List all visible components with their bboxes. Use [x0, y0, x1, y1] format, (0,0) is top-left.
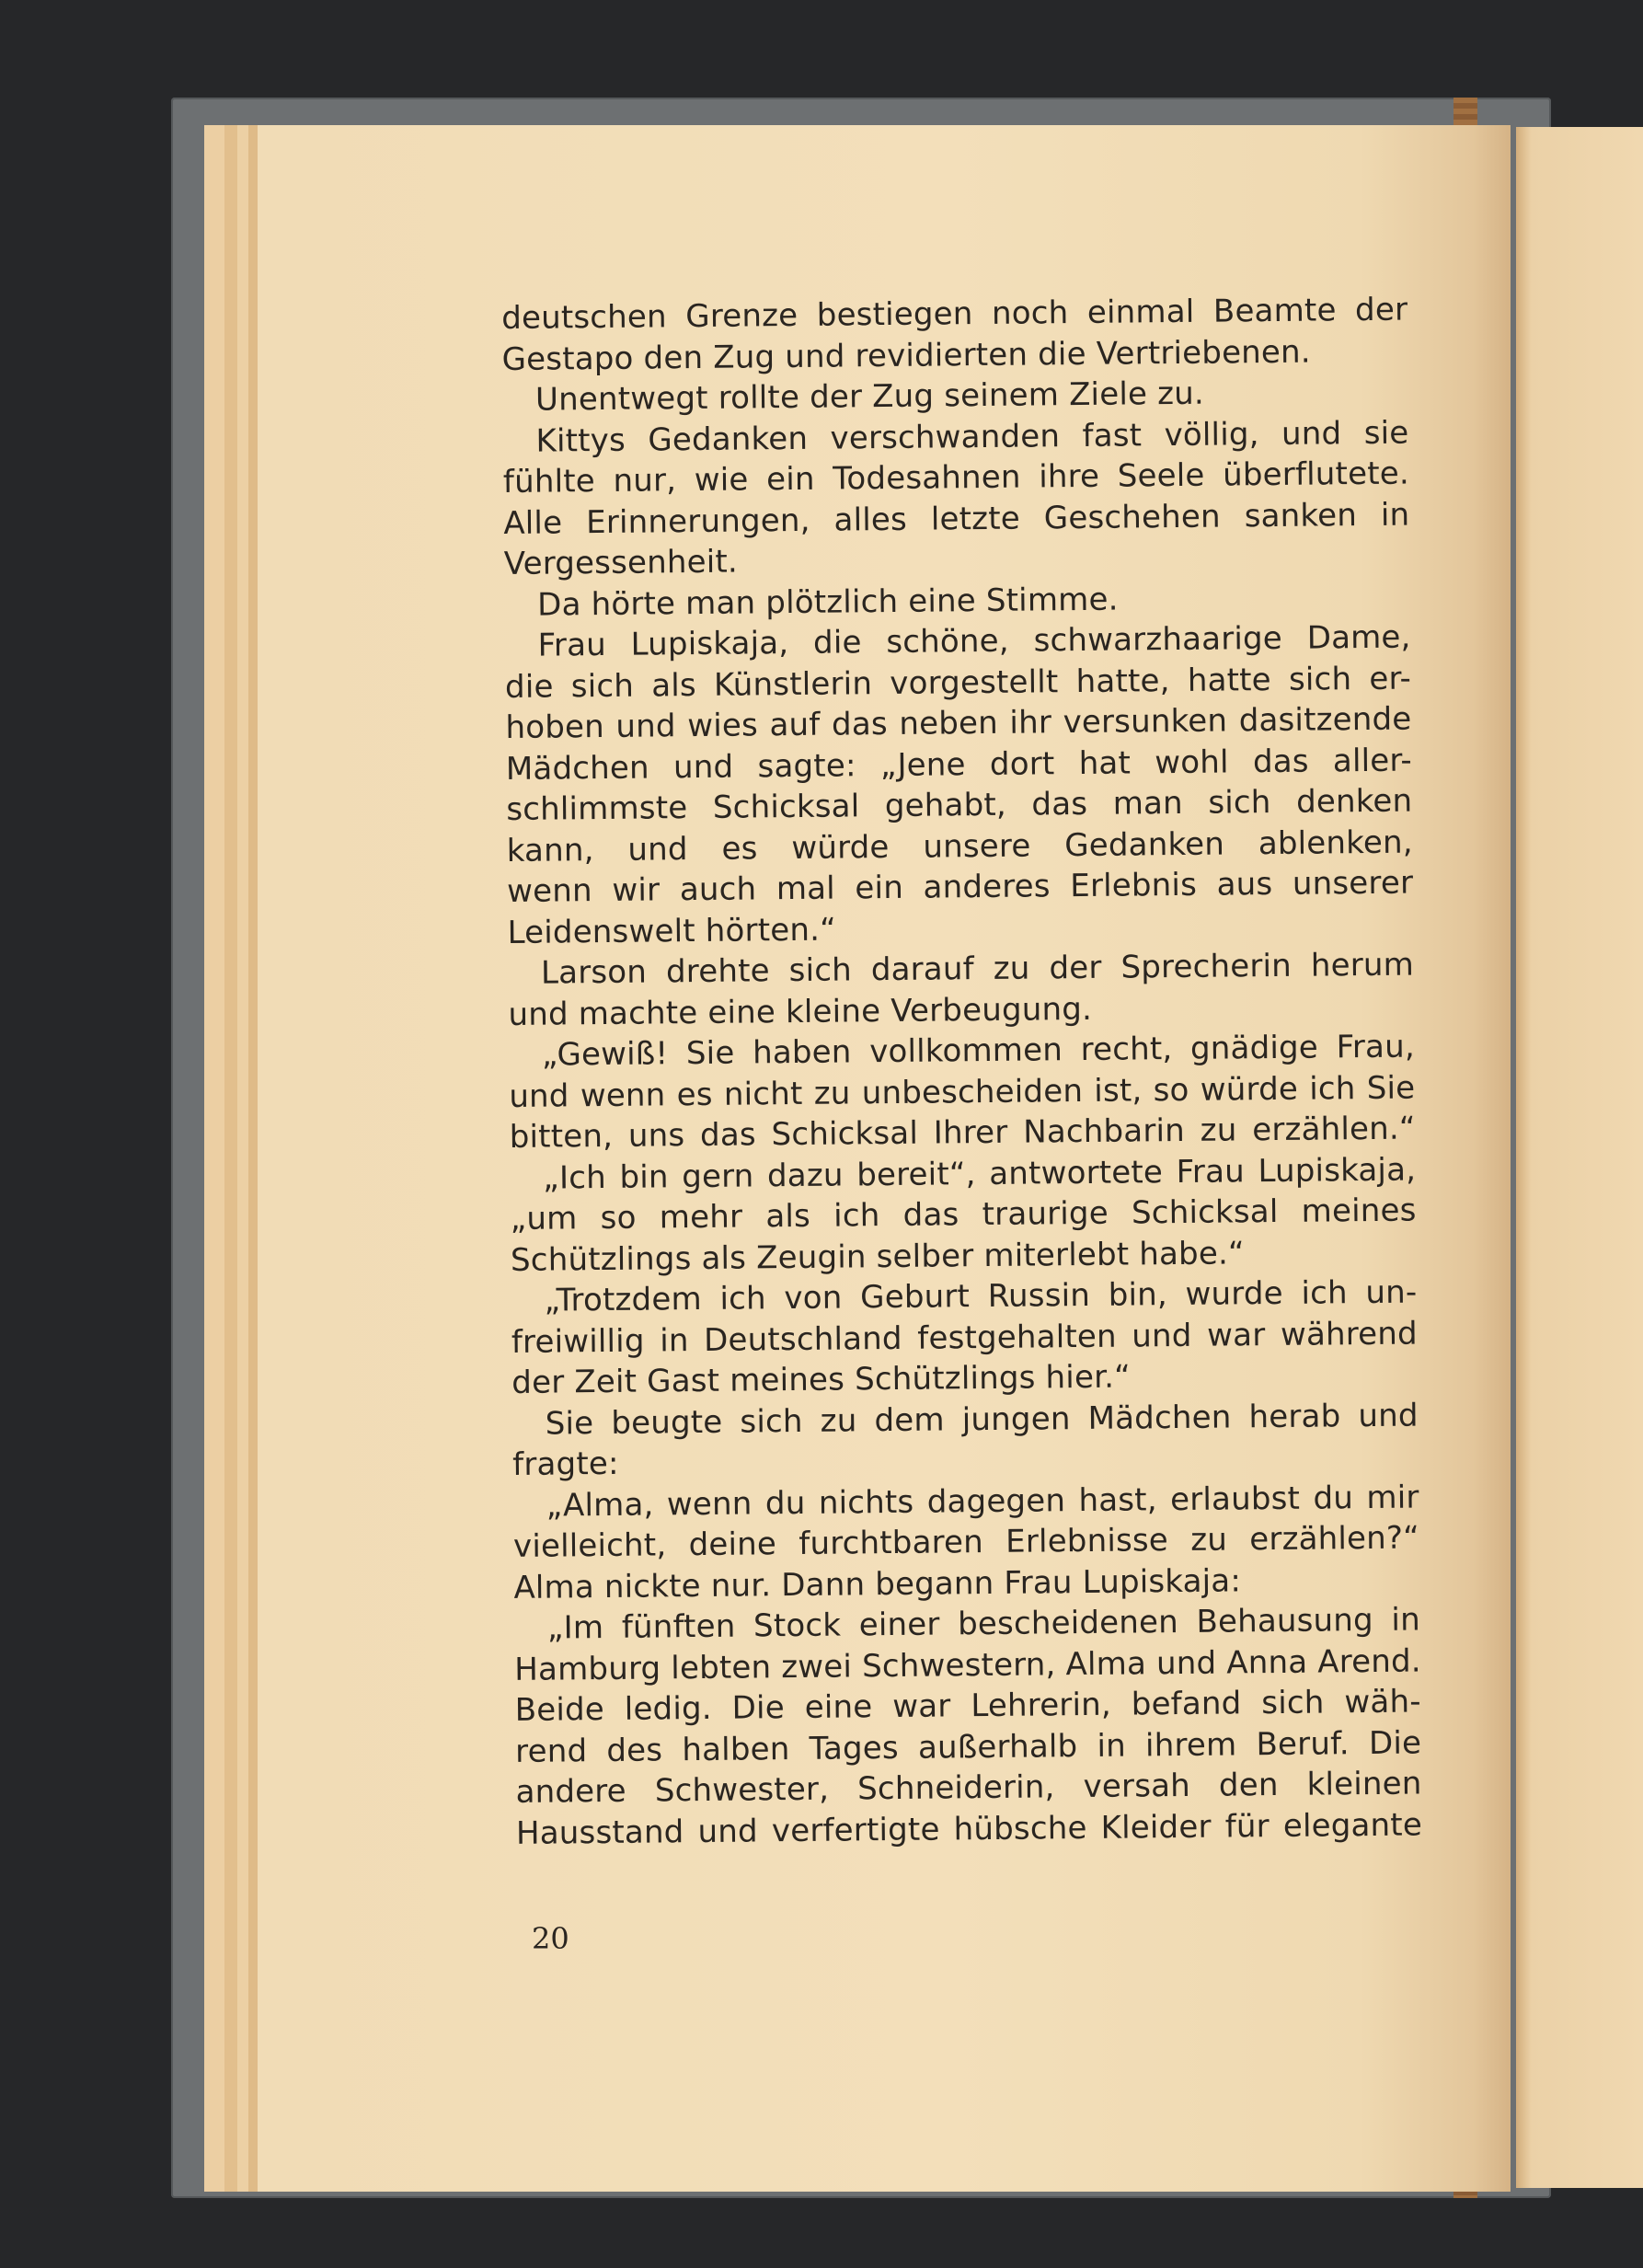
text-line: kann, und es würde unsere Gedanken ablenken,	[506, 823, 1413, 869]
text-line: und machte eine kleine Verbeugung.	[508, 990, 1093, 1033]
page-edge	[237, 125, 248, 2192]
page-edge	[248, 125, 258, 2192]
text-line: schlimmste Schicksal gehabt, das man sich denken	[506, 782, 1413, 828]
page-edge	[224, 125, 237, 2192]
text-line: Leidenswelt hörten.“	[507, 911, 837, 951]
text-line: „Gewiß! Sie haben vollkommen recht, gnädige Frau,	[541, 1028, 1416, 1074]
text-line: rend des halben Tages außerhalb in ihrem Beruf. Die	[514, 1723, 1422, 1770]
page-number: 20	[532, 1921, 569, 1956]
text-line: Vergessenheit.	[503, 543, 739, 582]
text-line: Gestapo den Zug und revidierten die Vertriebenen.	[501, 333, 1312, 378]
text-line: „um so mehr als ich das traurige Schicksal meines	[510, 1192, 1417, 1238]
text-line: wenn wir auch mal ein anderes Erlebnis aus unserer	[506, 864, 1414, 910]
text-line: der Zeit Gast meines Schützlings hier.“	[511, 1358, 1132, 1401]
text-line: Kittys Gedanken verschwanden fast völlig, und sie	[535, 414, 1409, 460]
text-line: und wenn es nicht zu unbescheiden ist, so würde ich Sie	[509, 1069, 1416, 1115]
page-edge	[204, 125, 224, 2192]
text-line: Sie beugte sich zu dem jungen Mädchen herab und	[545, 1396, 1419, 1443]
text-line: Alle Erinnerungen, alles letzte Geschehen sanken in	[503, 496, 1410, 542]
text-line: die sich als Künstlerin vorgestellt hatte, hatte sich er-	[504, 660, 1412, 706]
text-line: freiwillig in Deutschland festgehalten und war während	[511, 1314, 1419, 1361]
text-line: Schützlings als Zeugin selber miterlebt habe.“	[510, 1234, 1245, 1279]
page-body-text	[501, 290, 1422, 1854]
text-line: Hamburg lebten zwei Schwestern, Alma und Anna Arend.	[514, 1641, 1422, 1688]
text-line: Da hörte man plötzlich eine Stimme.	[537, 581, 1119, 624]
text-line: Frau Lupiskaja, die schöne, schwarzhaarige Dame,	[537, 618, 1411, 664]
text-line: „Trotzdem ich von Geburt Russin bin, wurde ich un-	[544, 1273, 1418, 1319]
text-line: andere Schwester, Schneiderin, versah den kleinen	[515, 1765, 1422, 1811]
text-line: fragte:	[511, 1445, 619, 1483]
text-line: deutschen Grenze bestiegen noch einmal Beamte der	[501, 291, 1408, 337]
text-line: fühlte nur, wie ein Todesahnen ihre Seele überflutete.	[502, 455, 1410, 501]
text-line: „Im fünften Stock einer bescheidenen Behausung in	[546, 1601, 1421, 1647]
text-line: Beide ledig. Die eine war Lehrerin, befand sich wäh-	[514, 1683, 1421, 1729]
text-line: bitten, uns das Schicksal Ihrer Nachbarin zu erzählen.“	[509, 1110, 1416, 1156]
text-line: Unentwegt rollte der Zug seinem Ziele zu.	[534, 374, 1205, 419]
text-line: Mädchen und sagte: „Jene dort hat wohl das aller-	[505, 742, 1413, 788]
text-line: „Ich bin gern dazu bereit“, antwortete Frau Lupiskaja,	[542, 1151, 1417, 1197]
text-line: „Alma, wenn du nichts dagegen hast, erlaubst du mir	[546, 1478, 1419, 1525]
text-line: Alma nickte nur. Dann begann Frau Lupiskaja:	[513, 1561, 1242, 1606]
text-line: Hausstand und verfertigte hübsche Kleider für elegante	[515, 1805, 1423, 1852]
text-line: vielleicht, deine furchtbaren Erlebnisse zu erzählen?“	[512, 1519, 1420, 1565]
text-line: Larson drehte sich darauf zu der Sprecherin herum	[540, 946, 1415, 992]
facing-page-edge	[1516, 127, 1643, 2188]
text-line: hoben und wies auf das neben ihr versunken dasitzende	[505, 700, 1412, 746]
